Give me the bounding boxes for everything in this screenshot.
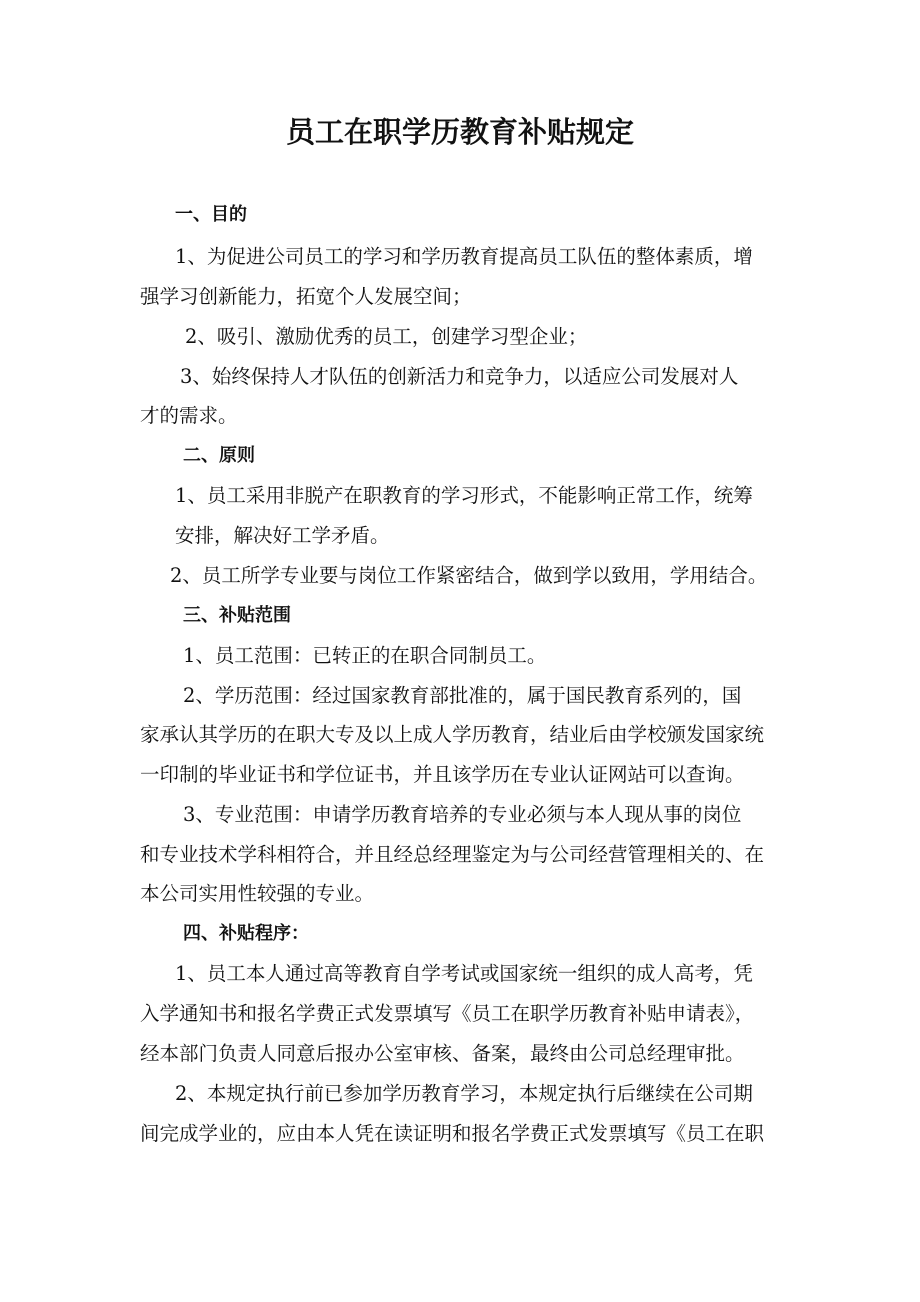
paragraph-line: 一印制的毕业证书和学位证书，并且该学历在专业认证网站可以查询。 [140,763,745,786]
section-heading-scope: 三、补贴范围 [183,605,291,626]
paragraph-line: 家承认其学历的在职大专及以上成人学历教育，结业后由学校颁发国家统 [140,723,765,746]
document-title: 员工在职学历教育补贴规定 [285,115,634,149]
paragraph-line: 3、始终保持人才队伍的创新活力和竞争力，以适应公司发展对人 [180,365,739,388]
section-heading-procedure: 四、补贴程序： [183,923,309,944]
paragraph-line: 2、吸引、激励优秀的员工，创建学习型企业； [185,325,588,348]
paragraph-line: 间完成学业的，应由本人凭在读证明和报名学费正式发票填写《员工在职 [140,1122,765,1145]
paragraph-line: 本公司实用性较强的专业。 [140,882,375,905]
paragraph-line: 1、为促进公司员工的学习和学历教育提高员工队伍的整体素质，增 [175,245,753,268]
paragraph-line: 和专业技术学科相符合，并且经总经理鉴定为与公司经营管理相关的、在 [140,843,765,866]
paragraph-line: 3、专业范围：申请学历教育培养的专业必须与本人现从事的岗位 [183,803,742,826]
paragraph-line: 2、员工所学专业要与岗位工作紧密结合，做到学以致用，学用结合。 [170,564,768,587]
paragraph-line: 1、员工本人通过高等教育自学考试或国家统一组织的成人高考，凭 [175,962,753,985]
paragraph-line: 2、本规定执行前已参加学历教育学习，本规定执行后继续在公司期 [175,1082,753,1105]
section-heading-principle: 二、原则 [183,445,255,466]
paragraph-line: 经本部门负责人同意后报办公室审核、备案，最终由公司总经理审批。 [140,1042,745,1065]
paragraph-line: 1、员工范围：已转正的在职合同制员工。 [183,644,547,667]
paragraph-line: 强学习创新能力，拓宽个人发展空间； [140,285,472,308]
paragraph-line: 2、学历范围：经过国家教育部批准的，属于国民教育系列的，国 [183,684,742,707]
paragraph-line: 1、员工采用非脱产在职教育的学习形式，不能影响正常工作，统筹 [175,484,753,507]
paragraph-line: 安排，解决好工学矛盾。 [175,524,390,547]
paragraph-line: 才的需求。 [140,404,238,427]
paragraph-line: 入学通知书和报名学费正式发票填写《员工在职学历教育补贴申请表》， [140,1002,755,1025]
section-heading-purpose: 一、目的 [175,204,247,225]
